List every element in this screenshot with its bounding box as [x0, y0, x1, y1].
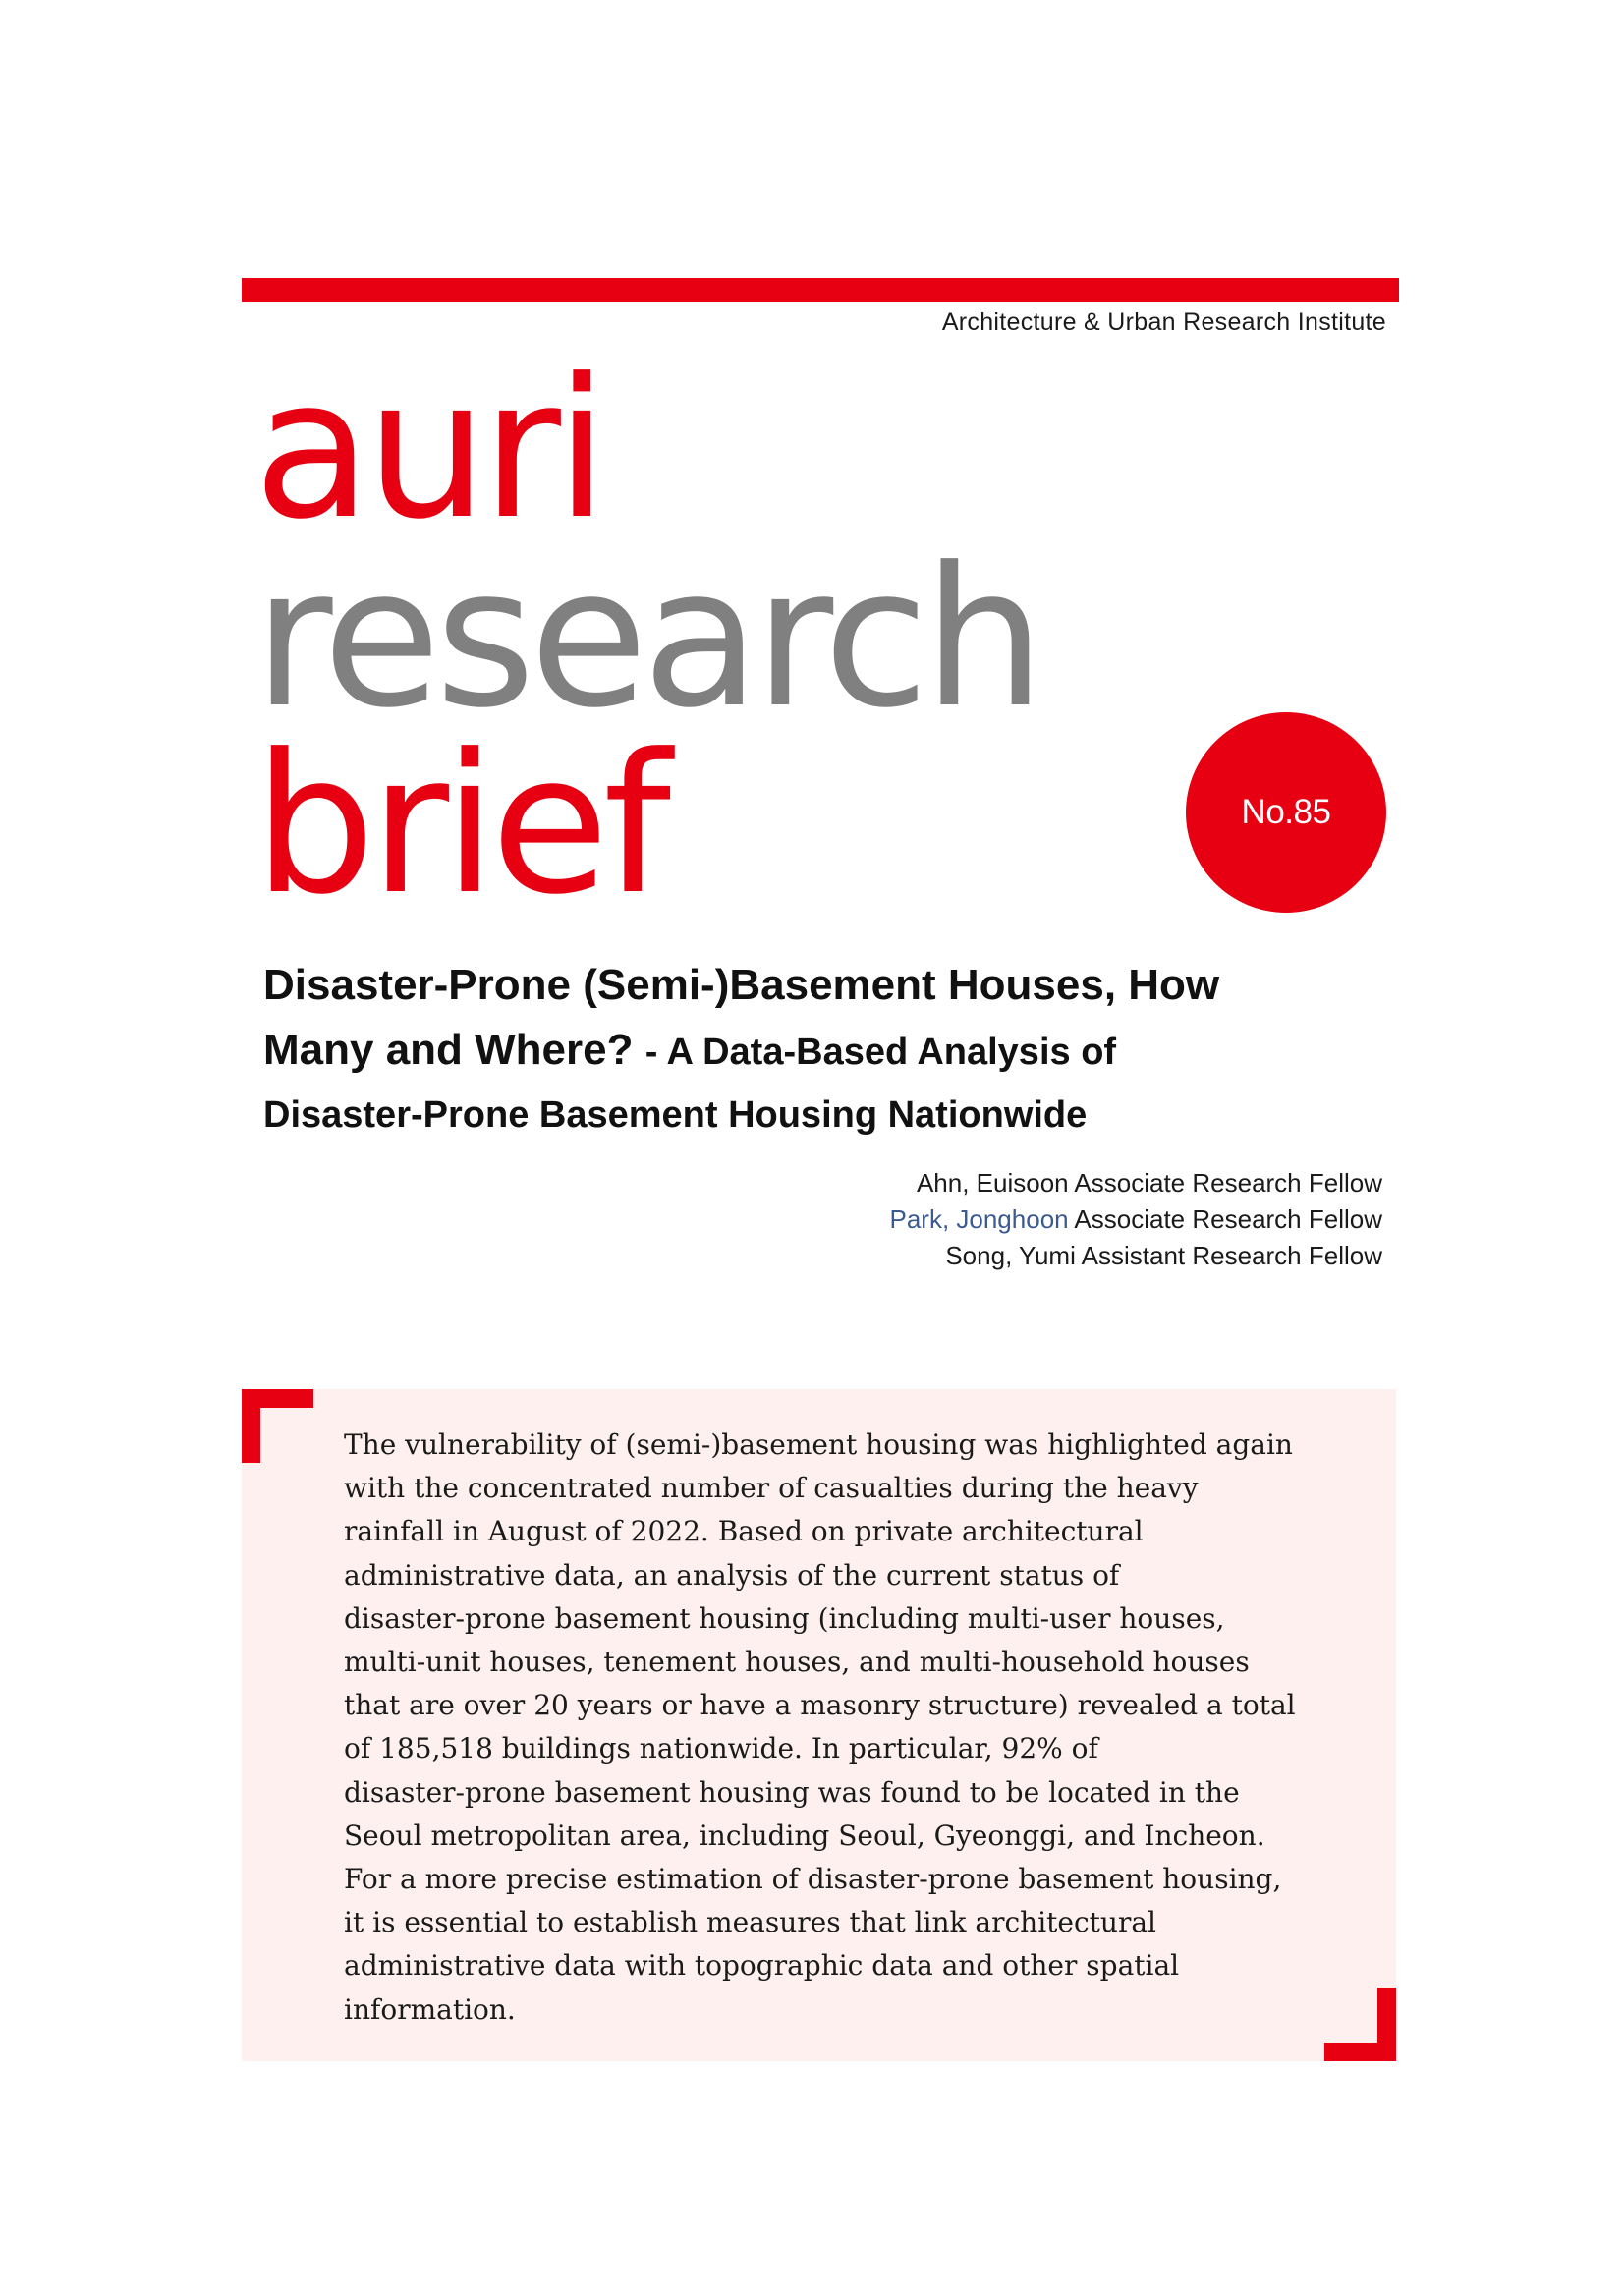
document-title: [263, 953, 1383, 1146]
title-line-3: Disaster-Prone Basement Housing Nationwide: [263, 1094, 1088, 1136]
author-role: Assistant Research Fellow: [1081, 1241, 1382, 1270]
author-name: Ahn, Euisoon: [916, 1168, 1069, 1198]
abstract-line: disaster-prone basement housing was found to be located in the: [344, 1775, 1240, 1809]
masthead-auri: auri: [253, 338, 603, 562]
abstract-line: Seoul metropolitan area, including Seoul, Gyeonggi, and Incheon.: [344, 1819, 1265, 1852]
author-role: Associate Research Fellow: [1074, 1168, 1382, 1198]
author-list: [889, 1165, 1382, 1274]
masthead-brief: brief: [253, 713, 666, 937]
abstract-line: it is essential to establish measures that link architectural: [344, 1906, 1156, 1939]
author-entry: [889, 1202, 1382, 1238]
issue-number: No.85: [1241, 793, 1331, 831]
abstract-line: with the concentrated number of casualties during the heavy: [344, 1472, 1199, 1505]
top-red-rule: [242, 278, 1399, 302]
author-entry: [889, 1238, 1382, 1274]
author-name: Park, Jonghoon: [889, 1204, 1069, 1234]
abstract-line: The vulnerability of (semi-)basement housing was highlighted again: [344, 1428, 1293, 1461]
author-name: Song, Yumi: [945, 1241, 1076, 1270]
title-line-2: [263, 1018, 1383, 1085]
corner-bracket-bottom-right: [1377, 1988, 1396, 2061]
abstract-line: administrative data, an analysis of the current status of: [344, 1558, 1120, 1592]
abstract-line: For a more precise estimation of disaster-prone basement housing,: [344, 1863, 1282, 1896]
abstract-line: that are over 20 years or have a masonry structure) revealed a total: [344, 1689, 1296, 1722]
author-entry: [889, 1165, 1382, 1202]
title-line-2-subtitle: - A Data-Based Analysis of: [644, 1032, 1117, 1073]
abstract-line: administrative data with topographic data and other spatial: [344, 1949, 1180, 1983]
title-line-2-main: Many and Where?: [263, 1026, 645, 1074]
title-line-1: Disaster-Prone (Semi-)Basement Houses, How: [263, 961, 1220, 1009]
abstract-text: [344, 1424, 1316, 2032]
institute-name: Architecture & Urban Research Institute: [941, 308, 1386, 336]
corner-bracket-top-left: [242, 1389, 260, 1463]
abstract-line: of 185,518 buildings nationwide. In particular, 92% of: [344, 1732, 1098, 1765]
abstract-line: rainfall in August of 2022. Based on private architectural: [344, 1515, 1144, 1548]
issue-number-badge: [1186, 712, 1386, 913]
masthead-research: research: [253, 527, 1039, 751]
author-role: Associate Research Fellow: [1074, 1204, 1382, 1234]
abstract-line: information.: [344, 1992, 516, 2026]
abstract-line: multi-unit houses, tenement houses, and multi-household houses: [344, 1646, 1250, 1679]
abstract-line: disaster-prone basement housing (including multi-user houses,: [344, 1601, 1225, 1635]
